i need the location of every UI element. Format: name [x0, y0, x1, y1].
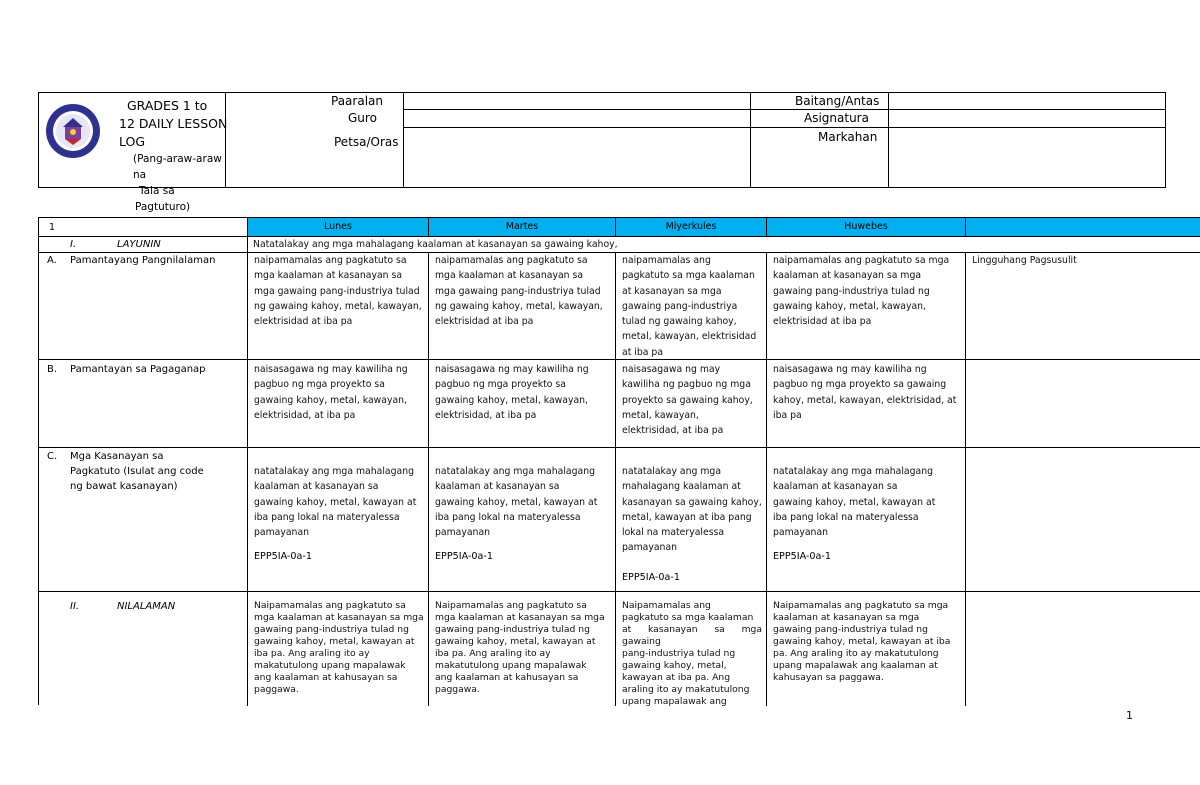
- row-a-biyernes: Lingguhang Pagsusulit: [972, 255, 1077, 266]
- day-header-martes: Martes: [429, 218, 615, 236]
- row-c-letter: C.: [47, 451, 58, 462]
- page-number: 1: [1126, 709, 1133, 722]
- paaralan-label: Paaralan: [331, 94, 383, 108]
- nilalaman-miyerkules: Naipamamalas ang pagkatuto sa mga kaalaman at kasanayan sa mga gawaing pang-industriya tulad ng gawaing kahoy, metal, kawayan at iba pa. Ang araling ito ay makatutulong upang mapalawak ang: [622, 600, 762, 707]
- day-header-lunes: Lunes: [248, 218, 428, 236]
- row-b-huwebes: naisasagawa ng may kawiliha ng pagbuo ng mga proyekto sa gawaing kahoy, metal, kawayan, elektrisidad, at iba pa: [773, 364, 957, 421]
- markahan-label: Markahan: [818, 130, 878, 144]
- title-line-3: LOG: [119, 134, 146, 149]
- row-a-letter: A.: [47, 255, 57, 266]
- row-a-lunes: naipamamalas ang pagkatuto sa mga kaalaman at kasanayan sa mga gawaing pang-industriya tulad ng gawaing kahoy, metal, kawayan, elektrisidad at iba pa: [254, 255, 422, 328]
- layunin-label: LAYUNIN: [117, 239, 161, 250]
- row-c-lunes: natatalakay ang mga mahalagang kaalaman at kasanayan sa gawaing kahoy, metal, kawayan at iba pang lokal na materyalessa pamayanan: [254, 466, 417, 539]
- nilalaman-number: II.: [70, 601, 80, 612]
- day-header-biyernes: [966, 218, 1200, 236]
- competency-code-huwebes: EPP5IA-0a-1: [773, 551, 831, 562]
- lesson-table: [38, 217, 1200, 705]
- header-table: [38, 92, 1166, 213]
- petsa-label: Petsa/Oras: [334, 135, 399, 149]
- row-a-miyerkules: naipamamalas ang pagkatuto sa mga kaalaman at kasanayan sa mga gawaing pang-industriya tulad ng gawaing kahoy, metal, kawayan, elektrisidad at iba pa: [622, 255, 757, 358]
- asignatura-label: Asignatura: [804, 111, 869, 125]
- nilalaman-lunes: Naipamamalas ang pagkatuto sa mga kaalaman at kasanayan sa mga gawaing pang-industriya tulad ng gawaing kahoy, metal, kawayan at iba pa. Ang araling ito ay makatutulong upang mapalawak ang kaalaman at kahusayan sa paggawa.: [254, 600, 424, 695]
- nilalaman-label: NILALAMAN: [117, 601, 176, 612]
- row-a-label: Pamantayang Pangnilalaman: [70, 255, 216, 266]
- row-b-letter: B.: [47, 364, 58, 375]
- row-a-martes: naipamamalas ang pagkatuto sa mga kaalaman at kasanayan sa mga gawaing pang-industriya tulad ng gawaing kahoy, metal, kawayan, elektrisidad at iba pa: [435, 255, 603, 328]
- competency-code-martes: EPP5IA-0a-1: [435, 551, 493, 562]
- row-c-label: Mga Kasanayan sa Pagkatuto (Isulat ang code ng bawat kasanayan): [70, 451, 204, 492]
- baitang-label: Baitang/Antas: [795, 94, 880, 108]
- title-line-1: GRADES 1 to: [127, 98, 208, 113]
- layunin-number: I.: [70, 239, 77, 250]
- day-header-miyerkules: Miyerkules: [616, 218, 766, 236]
- subtitle-line-2: Tala sa: [139, 185, 175, 197]
- day-header-huwebes: Huwebes: [767, 218, 965, 236]
- row-a-huwebes: naipamamalas ang pagkatuto sa mga kaalaman at kasanayan sa mga gawaing pang-industriya tulad ng gawaing kahoy, metal, kawayan, elektrisidad at iba pa: [773, 255, 950, 328]
- deped-seal-logo: [45, 103, 101, 159]
- competency-code-lunes: EPP5IA-0a-1: [254, 551, 312, 562]
- subtitle-line-1: (Pang-araw-araw na: [133, 153, 222, 181]
- subtitle-line-3: Pagtuturo): [135, 201, 191, 213]
- row-b-miyerkules: naisasagawa ng may kawiliha ng pagbuo ng mga proyekto sa gawaing kahoy, metal, kawayan, elektrisidad, at iba pa: [622, 364, 753, 437]
- row-b-martes: naisasagawa ng may kawiliha ng pagbuo ng mga proyekto sa gawaing kahoy, metal, kawayan, elektrisidad, at iba pa: [435, 364, 589, 421]
- corner-number: 1: [49, 222, 56, 233]
- row-c-huwebes: natatalakay ang mga mahalagang kaalaman at kasanayan sa gawaing kahoy, metal, kawayan at iba pang lokal na materyalessa pamayanan: [773, 466, 936, 539]
- document-title: [119, 97, 229, 215]
- guro-label: Guro: [348, 111, 377, 125]
- title-line-2: 12 DAILY LESSON: [119, 116, 228, 131]
- nilalaman-huwebes: Naipamamalas ang pagkatuto sa mga kaalaman at kasanayan sa mga gawaing pang-industriya tulad ng gawaing kahoy, metal, kawayan at iba pa. Ang araling ito ay makatutulong upang mapalawak ang kaalaman at kahusayan sa paggawa.: [773, 600, 951, 683]
- competency-code-miyerkules: EPP5IA-0a-1: [622, 572, 680, 583]
- row-c-martes: natatalakay ang mga mahalagang kaalaman at kasanayan sa gawaing kahoy, metal, kawayan at iba pang lokal na materyalessa pamayanan: [435, 466, 598, 539]
- row-b-label: Pamantayan sa Pagaganap: [70, 364, 206, 375]
- layunin-text: Natatalakay ang mga mahalagang kaalaman at kasanayan sa gawaing kahoy,: [253, 239, 618, 250]
- row-b-lunes: naisasagawa ng may kawiliha ng pagbuo ng mga proyekto sa gawaing kahoy, metal, kawayan, elektrisidad, at iba pa: [254, 364, 408, 421]
- row-c-miyerkules: natatalakay ang mga mahalagang kaalaman at kasanayan sa gawaing kahoy, metal, kawayan at iba pang lokal na materyalessa pamayanan: [622, 466, 762, 554]
- nilalaman-martes: Naipamamalas ang pagkatuto sa mga kaalaman at kasanayan sa mga gawaing pang-industriya tulad ng gawaing kahoy, metal, kawayan at iba pa. Ang araling ito ay makatutulong upang mapalawak ang kaalaman at kahusayan sa paggawa.: [435, 600, 605, 695]
